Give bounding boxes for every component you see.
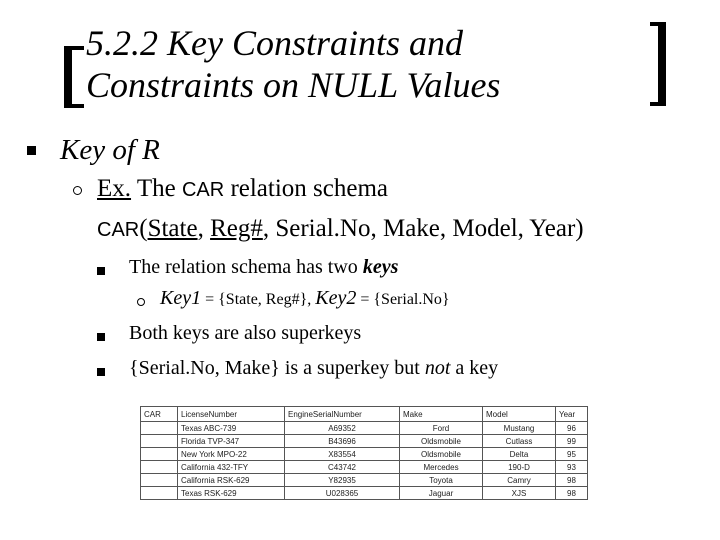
schema-attr-reg: Reg# xyxy=(210,215,263,242)
schema-name: CAR xyxy=(97,219,140,241)
schema-line: CAR(State, Reg#, Serial.No, Make, Model, Year) xyxy=(97,215,584,242)
car-table-image xyxy=(140,406,588,520)
square-bullet-icon xyxy=(97,368,105,376)
title-line-2: Constraints on NULL Values xyxy=(86,65,501,105)
slide-title xyxy=(86,22,500,106)
superkeys-line: Both keys are also superkeys xyxy=(129,322,362,344)
square-bullet-icon xyxy=(97,333,105,341)
not-emphasis: not xyxy=(424,357,451,379)
car-name: CAR xyxy=(181,179,225,201)
table-header: Year xyxy=(556,407,588,422)
table-row: Florida TVP-347 B43696 Oldsmobile Cutlass 99 xyxy=(141,435,588,448)
square-bullet-icon xyxy=(97,267,105,275)
keys-definition-line: Key1 = {State, Reg#}, Key2 = {Serial.No} xyxy=(160,287,450,309)
car-table xyxy=(140,406,588,500)
table-row: New York MPO-22 X83554 Oldsmobile Delta 95 xyxy=(141,448,588,461)
table-row: California 432-TFY C43742 Mercedes 190-D 93 xyxy=(141,461,588,474)
table-header: Make xyxy=(400,407,483,422)
square-bullet-icon xyxy=(27,146,36,155)
key-of-r-heading: Key of R xyxy=(60,134,160,166)
schema-attr-state: State xyxy=(147,215,198,242)
table-header: CAR xyxy=(141,407,178,422)
title-line-1: 5.2.2 Key Constraints and xyxy=(86,23,464,63)
superkey-not-key-line: {Serial.No, Make} is a superkey but not a key xyxy=(129,357,499,379)
table-row: Texas RSK-629 U028365 Jaguar XJS 98 xyxy=(141,487,588,500)
table-header: Model xyxy=(483,407,556,422)
ring-bullet-icon xyxy=(137,298,145,306)
key1-label: Key1 xyxy=(160,287,202,309)
key2-label: Key2 xyxy=(315,287,357,309)
example-label: Ex. xyxy=(97,175,132,202)
table-header: EngineSerialNumber xyxy=(285,407,400,422)
table-header: LicenseNumber xyxy=(178,407,285,422)
example-line: Ex. The CAR relation schema xyxy=(97,175,389,202)
table-row: Texas ABC-739 A69352 Ford Mustang 96 xyxy=(141,422,588,435)
table-row: California RSK-629 Y82935 Toyota Camry 98 xyxy=(141,474,588,487)
table-header-row xyxy=(141,407,588,422)
ring-bullet-icon xyxy=(73,186,82,195)
two-keys-line: The relation schema has two keys xyxy=(129,256,399,278)
keys-emphasis: keys xyxy=(362,256,399,278)
